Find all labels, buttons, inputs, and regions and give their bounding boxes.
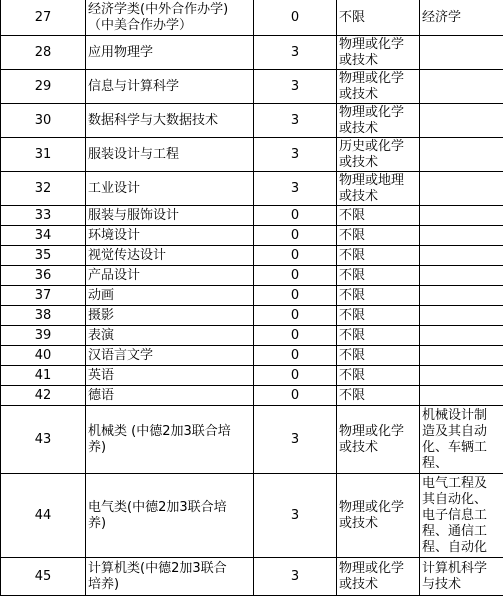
row-number: 27 bbox=[1, 0, 86, 36]
subject-requirement: 不限 bbox=[337, 366, 420, 386]
major-name: 产品设计 bbox=[86, 266, 254, 286]
note bbox=[420, 366, 503, 386]
major-name: 信息与计算科学 bbox=[86, 70, 254, 104]
note bbox=[420, 246, 503, 266]
plan-count: 3 bbox=[254, 406, 337, 474]
table-row bbox=[1, 138, 503, 172]
subject-requirement: 物理或化学 或技术 bbox=[337, 36, 420, 70]
major-name: 英语 bbox=[86, 366, 254, 386]
row-number: 37 bbox=[1, 286, 86, 306]
table-row bbox=[1, 266, 503, 286]
note: 经济学 bbox=[420, 0, 503, 36]
table-row bbox=[1, 0, 503, 36]
subject-requirement: 不限 bbox=[337, 306, 420, 326]
row-number: 33 bbox=[1, 206, 86, 226]
major-name: 电气类(中德2加3联合培 养) bbox=[86, 474, 254, 558]
table-row bbox=[1, 36, 503, 70]
subject-requirement: 物理或化学 或技术 bbox=[337, 406, 420, 474]
table-row bbox=[1, 70, 503, 104]
plan-count: 0 bbox=[254, 226, 337, 246]
note: 计算机科学 与技术 bbox=[420, 558, 503, 596]
subject-requirement: 不限 bbox=[337, 246, 420, 266]
major-name: 服装设计与工程 bbox=[86, 138, 254, 172]
major-name: 德语 bbox=[86, 386, 254, 406]
note bbox=[420, 286, 503, 306]
table-row bbox=[1, 286, 503, 306]
subject-requirement: 不限 bbox=[337, 206, 420, 226]
major-name: 服装与服饰设计 bbox=[86, 206, 254, 226]
plan-count: 0 bbox=[254, 326, 337, 346]
major-name: 经济学类(中外合作办学) （中美合作办学） bbox=[86, 0, 254, 36]
plan-count: 3 bbox=[254, 36, 337, 70]
plan-count: 3 bbox=[254, 172, 337, 206]
row-number: 31 bbox=[1, 138, 86, 172]
plan-count: 0 bbox=[254, 206, 337, 226]
plan-count: 3 bbox=[254, 104, 337, 138]
major-name: 应用物理学 bbox=[86, 36, 254, 70]
note bbox=[420, 138, 503, 172]
note bbox=[420, 70, 503, 104]
plan-count: 0 bbox=[254, 0, 337, 36]
plan-count: 0 bbox=[254, 346, 337, 366]
plan-count: 3 bbox=[254, 474, 337, 558]
row-number: 40 bbox=[1, 346, 86, 366]
plan-count: 3 bbox=[254, 138, 337, 172]
note: 电气工程及 其自动化、 电子信息工 程、通信工 程、自动化 bbox=[420, 474, 503, 558]
row-number: 36 bbox=[1, 266, 86, 286]
note bbox=[420, 306, 503, 326]
subject-requirement: 物理或化学 或技术 bbox=[337, 70, 420, 104]
plan-count: 0 bbox=[254, 246, 337, 266]
subject-requirement: 物理或化学 或技术 bbox=[337, 558, 420, 596]
subject-requirement: 物理或地理 或技术 bbox=[337, 172, 420, 206]
table-row bbox=[1, 366, 503, 386]
major-name: 视觉传达设计 bbox=[86, 246, 254, 266]
table-row bbox=[1, 474, 503, 558]
row-number: 30 bbox=[1, 104, 86, 138]
row-number: 38 bbox=[1, 306, 86, 326]
subject-requirement: 不限 bbox=[337, 346, 420, 366]
plan-count: 3 bbox=[254, 558, 337, 596]
plan-count: 0 bbox=[254, 386, 337, 406]
plan-count: 3 bbox=[254, 70, 337, 104]
note bbox=[420, 326, 503, 346]
major-name: 动画 bbox=[86, 286, 254, 306]
subject-requirement: 不限 bbox=[337, 226, 420, 246]
subject-requirement: 不限 bbox=[337, 0, 420, 36]
plan-count: 0 bbox=[254, 266, 337, 286]
row-number: 32 bbox=[1, 172, 86, 206]
table-row bbox=[1, 558, 503, 596]
table-row bbox=[1, 406, 503, 474]
subject-requirement: 不限 bbox=[337, 326, 420, 346]
note bbox=[420, 36, 503, 70]
subject-requirement: 不限 bbox=[337, 266, 420, 286]
table-row bbox=[1, 326, 503, 346]
subject-requirement: 不限 bbox=[337, 286, 420, 306]
row-number: 35 bbox=[1, 246, 86, 266]
note: 机械设计制 造及其自动 化、车辆工 程、 bbox=[420, 406, 503, 474]
row-number: 43 bbox=[1, 406, 86, 474]
table-row bbox=[1, 306, 503, 326]
major-name: 环境设计 bbox=[86, 226, 254, 246]
table-row bbox=[1, 206, 503, 226]
major-name: 数据科学与大数据技术 bbox=[86, 104, 254, 138]
major-name: 摄影 bbox=[86, 306, 254, 326]
row-number: 41 bbox=[1, 366, 86, 386]
note bbox=[420, 346, 503, 366]
row-number: 39 bbox=[1, 326, 86, 346]
subject-requirement: 历史或化学 或技术 bbox=[337, 138, 420, 172]
table-row bbox=[1, 386, 503, 406]
row-number: 45 bbox=[1, 558, 86, 596]
table-row bbox=[1, 346, 503, 366]
plan-count: 0 bbox=[254, 286, 337, 306]
subject-requirement: 不限 bbox=[337, 386, 420, 406]
note bbox=[420, 172, 503, 206]
row-number: 34 bbox=[1, 226, 86, 246]
subject-requirement: 物理或化学 或技术 bbox=[337, 474, 420, 558]
plan-count: 0 bbox=[254, 306, 337, 326]
major-name: 汉语言文学 bbox=[86, 346, 254, 366]
row-number: 29 bbox=[1, 70, 86, 104]
note bbox=[420, 206, 503, 226]
table-row bbox=[1, 172, 503, 206]
table-row bbox=[1, 226, 503, 246]
major-name: 表演 bbox=[86, 326, 254, 346]
major-name: 计算机类(中德2加3联合 培养) bbox=[86, 558, 254, 596]
note bbox=[420, 226, 503, 246]
major-name: 工业设计 bbox=[86, 172, 254, 206]
plan-count: 0 bbox=[254, 366, 337, 386]
note bbox=[420, 386, 503, 406]
table-row bbox=[1, 246, 503, 266]
table-row bbox=[1, 104, 503, 138]
subject-requirement: 物理或化学 或技术 bbox=[337, 104, 420, 138]
note bbox=[420, 104, 503, 138]
row-number: 42 bbox=[1, 386, 86, 406]
row-number: 28 bbox=[1, 36, 86, 70]
note bbox=[420, 266, 503, 286]
row-number: 44 bbox=[1, 474, 86, 558]
major-name: 机械类 (中德2加3联合培 养) bbox=[86, 406, 254, 474]
